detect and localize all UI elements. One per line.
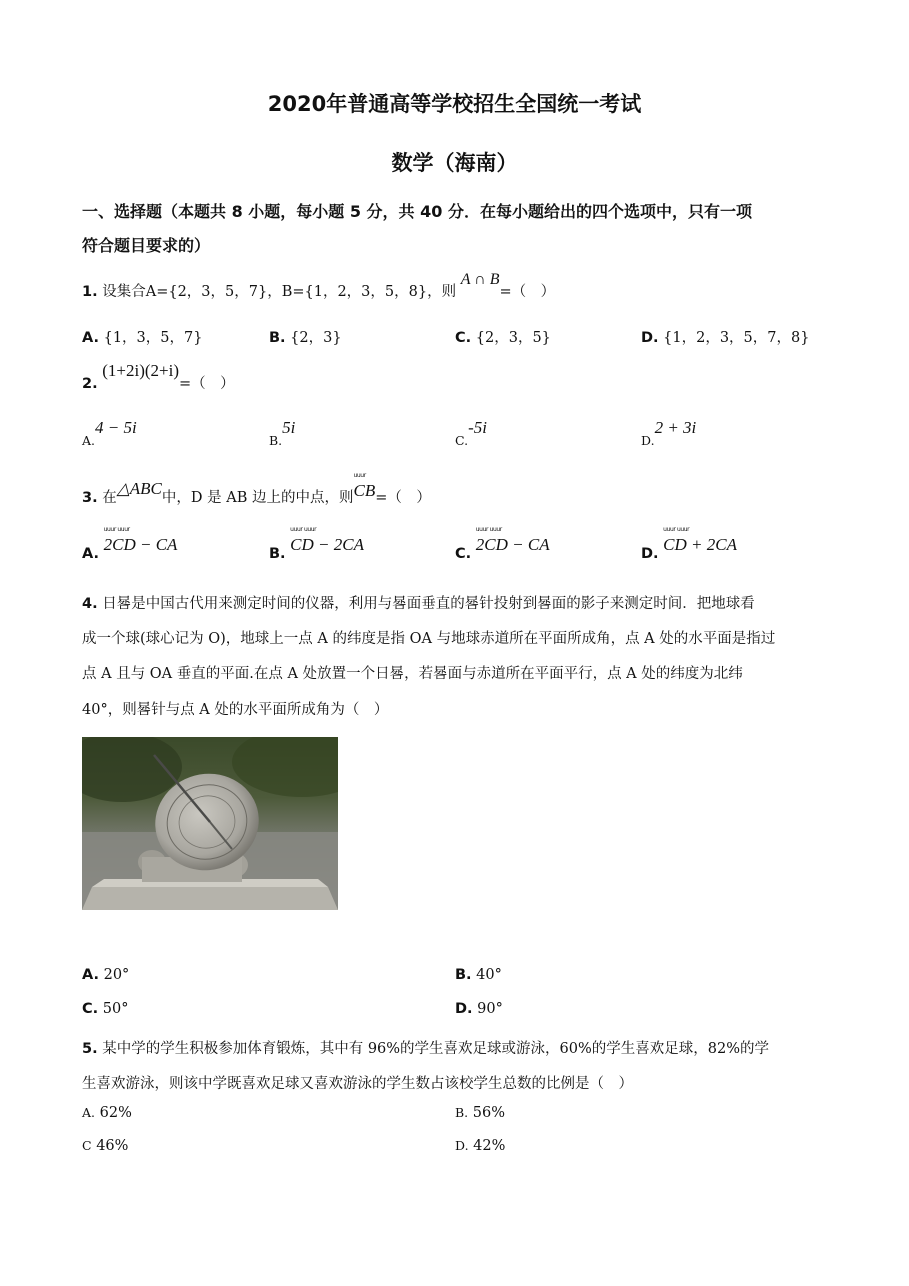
math-expression: A ∩ B xyxy=(460,271,500,288)
question-number: 3. xyxy=(82,490,98,506)
option-b[interactable] xyxy=(455,1105,505,1121)
option-text: 46% xyxy=(96,1138,129,1154)
question-number: 5. xyxy=(82,1041,98,1057)
option-label: B. xyxy=(269,546,286,562)
question-text: 某中学的学生积极参加体育锻炼，其中有 96%的学生喜欢足球或游泳，60%的学生喜欢足球，82%的学 xyxy=(102,1041,770,1057)
option-text: 5i xyxy=(282,418,296,437)
question-2 xyxy=(82,361,235,393)
option-a[interactable] xyxy=(82,967,129,983)
question-text: 在 xyxy=(102,490,117,506)
option-label: A. xyxy=(82,546,99,562)
math-expression: (1+2i)(2+i) xyxy=(102,361,179,380)
option-text: {1，2，3，5，7，8} xyxy=(663,330,810,346)
option-b[interactable] xyxy=(269,418,296,450)
vector-cb xyxy=(353,472,376,501)
option-text: {2，3} xyxy=(290,330,342,346)
vector-arrow-mark: uuur uuur xyxy=(290,526,317,533)
section-heading-line1: 一、选择题（本题共 8 小题，每小题 5 分，共 40 分．在每小题给出的四个选项中，只有一项 xyxy=(82,202,752,221)
vector-arrow-mark: uuur uuur xyxy=(663,526,690,533)
question-4-line1 xyxy=(82,592,755,613)
option-c[interactable] xyxy=(455,326,551,347)
question-4-line3: 点 A 且与 OA 垂直的平面.在点 A 处放置一个日晷，若晷面与赤道所在平面平行，点 A 处的纬度为北纬 xyxy=(82,666,743,682)
sundial-photo xyxy=(82,737,338,910)
option-label: C. xyxy=(455,433,469,448)
option-label: D. xyxy=(455,1138,469,1153)
option-d[interactable] xyxy=(641,326,809,347)
option-text: 42% xyxy=(473,1138,506,1154)
page-subtitle: 数学（海南） xyxy=(391,151,518,175)
question-5-line2: 生喜欢游泳，则该中学既喜欢足球又喜欢游泳的学生数占该校学生总数的比例是（ ） xyxy=(82,1076,633,1092)
option-d[interactable] xyxy=(455,1001,503,1017)
option-label: B. xyxy=(455,967,472,983)
question-sets: A={2，3，5，7}，B={1，2，3，5，8}，则 xyxy=(145,284,457,300)
option-label: A. xyxy=(82,433,96,448)
option-a[interactable] xyxy=(82,526,178,563)
triangle-expression: △ABC xyxy=(116,479,162,498)
question-4-line4: 40°，则晷针与点 A 处的水平面所成角为（ ） xyxy=(82,702,389,718)
option-d[interactable] xyxy=(641,526,737,563)
option-label: D. xyxy=(641,546,659,562)
option-text: -5i xyxy=(468,418,487,437)
option-b[interactable] xyxy=(455,967,502,983)
vector-arrow-mark: uuur uuur xyxy=(475,526,502,533)
option-label: A. xyxy=(82,1105,96,1120)
option-text: 62% xyxy=(99,1105,132,1121)
question-tail: =（ ） xyxy=(499,284,556,300)
option-text: 2CD − CA xyxy=(475,535,550,554)
option-text: 56% xyxy=(472,1105,506,1121)
option-text: 4 − 5i xyxy=(95,418,137,437)
page-title: 2020年普通高等学校招生全国统一考试 xyxy=(267,92,642,116)
question-text: 日晷是中国古代用来测定时间的仪器，利用与晷面垂直的晷针投射到晷面的影子来测定时间．把地球看 xyxy=(102,596,755,612)
question-tail: =（ ） xyxy=(178,376,235,392)
option-text: 2CD − CA xyxy=(103,535,178,554)
option-d[interactable] xyxy=(455,1138,505,1154)
option-text: 2 + 3i xyxy=(654,418,697,437)
option-label: D. xyxy=(455,1001,473,1017)
question-number: 1. xyxy=(82,284,98,300)
option-math xyxy=(475,526,550,555)
option-label: B. xyxy=(269,433,283,448)
option-label: B. xyxy=(455,1105,469,1120)
option-text: 40° xyxy=(476,967,502,983)
option-c[interactable] xyxy=(455,526,550,563)
question-text: 设集合 xyxy=(102,284,146,300)
option-c[interactable] xyxy=(455,418,487,450)
option-label: D. xyxy=(641,330,659,346)
option-b[interactable] xyxy=(269,526,364,563)
option-label: B. xyxy=(269,330,286,346)
option-math xyxy=(290,526,364,555)
option-label: C. xyxy=(455,330,472,346)
option-a[interactable] xyxy=(82,326,202,347)
option-text: {1，3，5，7} xyxy=(103,330,203,346)
question-3 xyxy=(82,472,431,507)
option-text: 50° xyxy=(102,1001,129,1017)
question-text: 中，D 是 AB 边上的中点，则 xyxy=(161,490,354,506)
option-text: CD − 2CA xyxy=(290,535,364,554)
option-b[interactable] xyxy=(269,326,342,347)
vector-arrow-mark: uuur uuur xyxy=(103,526,130,533)
option-text: 90° xyxy=(477,1001,503,1017)
question-5-line1 xyxy=(82,1037,769,1058)
question-1 xyxy=(82,271,556,301)
option-text: {2，3，5} xyxy=(475,330,551,346)
option-c[interactable] xyxy=(82,1001,128,1017)
option-math xyxy=(103,526,178,555)
option-label: A. xyxy=(82,967,99,983)
option-text: 20° xyxy=(103,967,130,983)
option-a[interactable] xyxy=(82,418,137,450)
section-heading-line2: 符合题目要求的） xyxy=(82,236,211,255)
option-label: D. xyxy=(641,433,655,448)
option-text: CD + 2CA xyxy=(663,535,737,554)
option-label: C xyxy=(82,1138,92,1153)
option-label: A. xyxy=(82,330,99,346)
option-d[interactable] xyxy=(641,418,697,450)
question-tail: =（ ） xyxy=(375,490,431,506)
option-math xyxy=(663,526,737,555)
option-label: C. xyxy=(82,1001,99,1017)
question-4-line2: 成一个球(球心记为 O)，地球上一点 A 的纬度是指 OA 与地球赤道所在平面所成角，点 A 处的水平面是指过 xyxy=(82,631,776,647)
option-c[interactable] xyxy=(82,1138,128,1154)
question-number: 4. xyxy=(82,596,98,612)
question-number: 2. xyxy=(82,376,98,392)
vector-arrow-mark: uuur xyxy=(353,472,366,479)
option-label: C. xyxy=(455,546,472,562)
vector-label: CB xyxy=(353,481,376,500)
option-a[interactable] xyxy=(82,1105,132,1121)
